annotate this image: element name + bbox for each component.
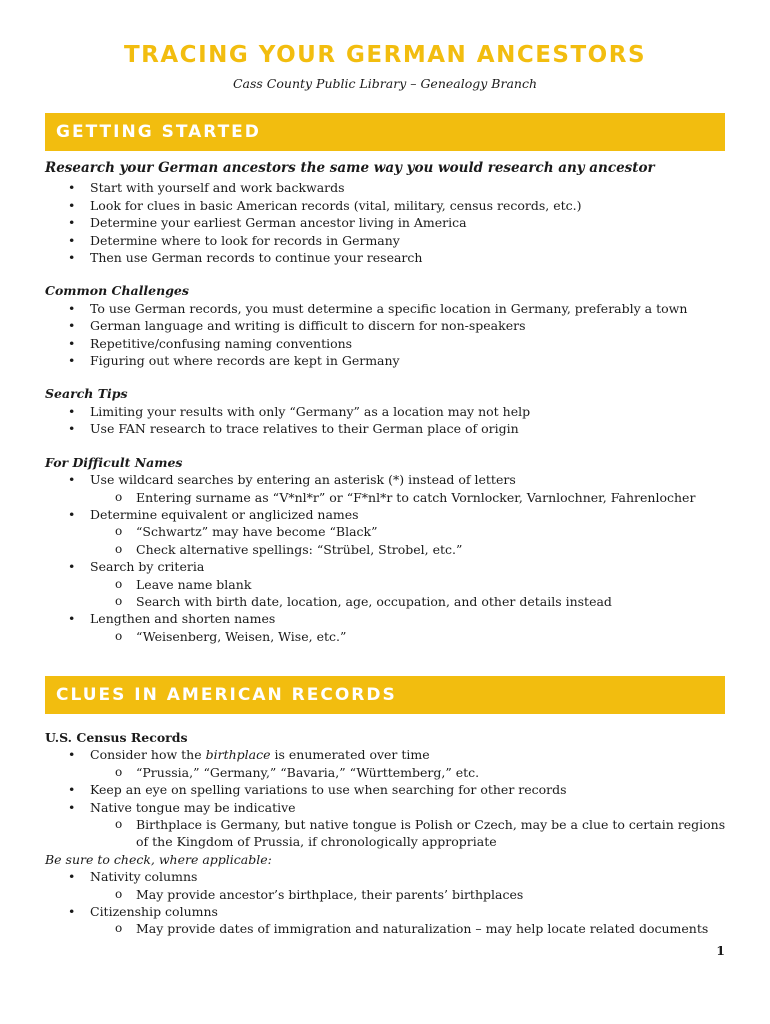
sub-list-item: o “Schwartz” may have become “Black” — [45, 523, 735, 540]
census-list — [45, 746, 735, 850]
sub-list-item: o “Prussia,” “Germany,” “Bavaria,” “Württemberg,” etc. — [45, 764, 735, 781]
list-item-text: Lengthen and shorten names — [90, 611, 276, 627]
list-item — [45, 903, 735, 938]
sub-list-item: o May provide dates of immigration and naturalization – may help locate related documents — [45, 920, 735, 937]
sub-list-item: o Leave name blank — [45, 576, 735, 593]
list-item: • Repetitive/confusing naming conventions — [45, 335, 735, 352]
list-item — [45, 558, 735, 610]
sub-list-item: o May provide ancestor’s birthplace, their parents’ birthplaces — [45, 886, 735, 903]
sub-list — [90, 816, 735, 851]
list-item: • To use German records, you must determine a specific location in Germany, preferably a town — [45, 300, 735, 317]
sub-list — [90, 576, 735, 611]
list-item — [45, 610, 735, 645]
list-item: • Figuring out where records are kept in Germany — [45, 352, 735, 369]
list-item: • Keep an eye on spelling variations to use when searching for other records — [45, 781, 735, 798]
list-item-text: Native tongue may be indicative — [90, 799, 296, 815]
sub-list-item: o “Weisenberg, Weisen, Wise, etc.” — [45, 628, 735, 645]
list-item — [45, 799, 735, 851]
list-item: • Limiting your results with only “Germany” as a location may not help — [45, 403, 735, 420]
list-item-text: Nativity columns — [90, 869, 198, 885]
subsection-heading: U.S. Census Records — [45, 730, 188, 745]
getting-started-section — [45, 160, 735, 645]
sub-list — [90, 523, 735, 558]
list-item — [45, 506, 735, 558]
banner-label: CLUES IN AMERICAN RECORDS — [56, 685, 397, 705]
list-item: • Determine your earliest German ancestor living in America — [45, 214, 735, 231]
check-list — [45, 868, 735, 938]
emphasis-text: birthplace — [205, 747, 271, 763]
sub-list — [90, 886, 735, 903]
list-item-text: Determine equivalent or anglicized names — [90, 506, 359, 522]
clues-section — [45, 729, 735, 938]
check-note: Be sure to check, where applicable: — [45, 851, 272, 867]
sub-list-item: o Check alternative spellings: “Strübel, Strobel, etc.” — [45, 541, 735, 558]
list-item — [45, 471, 735, 506]
tips-list — [45, 403, 735, 438]
subsection-heading: Common Challenges — [45, 283, 189, 299]
list-item-text: Citizenship columns — [90, 904, 218, 920]
list-item: • German language and writing is difficult to discern for non-speakers — [45, 317, 735, 334]
difficult-names-list — [45, 471, 735, 645]
subsection-heading: For Difficult Names — [45, 454, 183, 470]
section-lead: Research your German ancestors the same way you would research any ancestor — [45, 160, 655, 176]
challenges-list — [45, 300, 735, 370]
list-item-text: Consider how the — [90, 747, 206, 763]
list-item: • Look for clues in basic American records (vital, military, census records, etc.) — [45, 197, 735, 214]
list-item: • Then use German records to continue your research — [45, 249, 735, 266]
sub-list-item: o Birthplace is Germany, but native tongue is Polish or Czech, may be a clue to certain regions of the Kingdom of Prussia, if chronologically appropriate — [45, 816, 735, 851]
sub-list — [90, 628, 735, 645]
page-title: TRACING YOUR GERMAN ANCESTORS — [123, 42, 647, 68]
list-item-text: Search by criteria — [90, 559, 205, 575]
list-item — [45, 868, 735, 903]
list-item-text: is enumerated over time — [270, 747, 430, 763]
list-item — [45, 746, 735, 781]
sub-list — [90, 489, 735, 506]
subsection-heading: Search Tips — [45, 386, 128, 402]
list-item: • Start with yourself and work backwards — [45, 179, 735, 196]
section-banner-getting-started — [45, 113, 725, 151]
page-number: 1 — [716, 943, 725, 958]
section-banner-clues — [45, 676, 725, 714]
sub-list — [90, 764, 735, 781]
list-item: • Determine where to look for records in Germany — [45, 232, 735, 249]
list-item-text: Use wildcard searches by entering an asterisk (*) instead of letters — [90, 472, 516, 488]
sub-list — [90, 920, 735, 937]
getting-started-list — [45, 179, 735, 266]
sub-list-item: o Entering surname as “V*nl*r” or “F*nl*r to catch Vornlocker, Varnlochner, Fahrenlocher — [45, 489, 735, 506]
list-item: • Use FAN research to trace relatives to their German place of origin — [45, 420, 735, 437]
sub-list-item: o Search with birth date, location, age, occupation, and other details instead — [45, 593, 735, 610]
banner-label: GETTING STARTED — [56, 122, 261, 142]
page-subtitle: Cass County Public Library – Genealogy Branch — [232, 76, 538, 91]
